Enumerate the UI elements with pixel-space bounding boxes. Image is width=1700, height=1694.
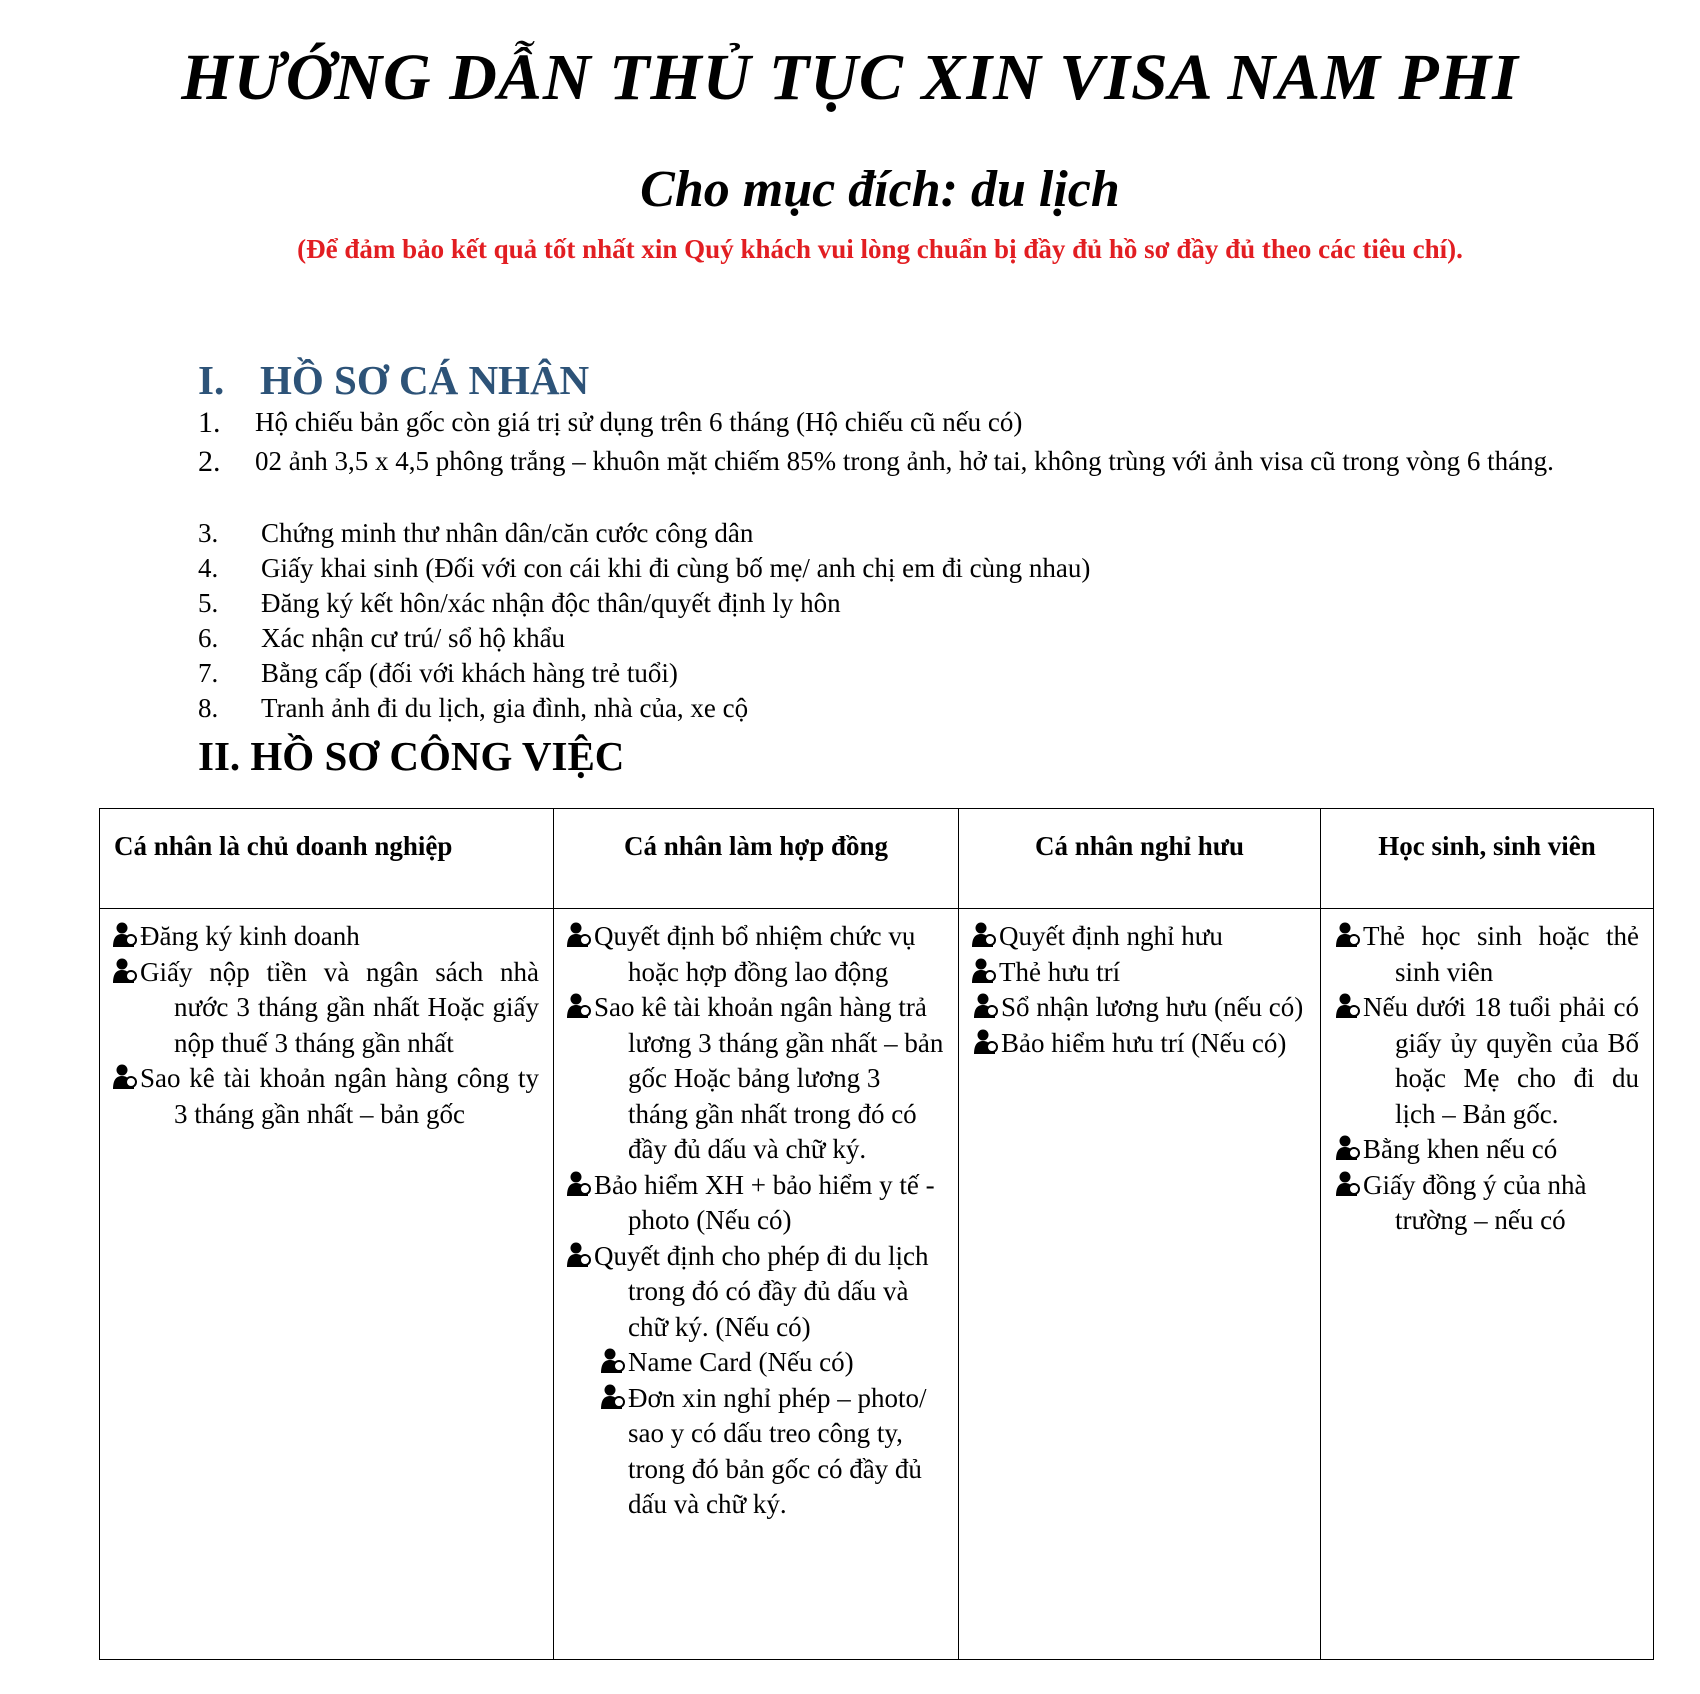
list-item <box>1333 990 1639 1132</box>
list-item-text: Quyết định bổ nhiệm chức vụ hoặc hợp đồng lao động <box>594 921 916 987</box>
section-personal-heading <box>198 356 589 404</box>
section-work-heading: II. HỒ SƠ CÔNG VIỆC <box>198 733 625 779</box>
list-item <box>198 656 1658 691</box>
list-item <box>198 551 1658 586</box>
list-item <box>198 586 1658 621</box>
person-icon <box>566 922 592 950</box>
list-item <box>566 919 944 990</box>
list-item <box>971 955 1306 991</box>
list-item <box>1333 919 1639 990</box>
section-title: HỒ SƠ CÁ NHÂN <box>260 357 590 403</box>
person-icon <box>600 1384 626 1412</box>
column-header: Cá nhân làm hợp đồng <box>554 809 959 909</box>
person-icon <box>973 1029 999 1057</box>
list-item <box>566 1239 944 1346</box>
list-item <box>566 990 944 1168</box>
person-icon <box>566 1242 592 1270</box>
person-icon <box>971 958 997 986</box>
column-header: Cá nhân nghỉ hưu <box>959 809 1321 909</box>
list-item <box>198 405 1658 444</box>
list-item-text: Giấy khai sinh (Đối với con cái khi đi cùng bố mẹ/ anh chị em đi cùng nhau) <box>261 553 1091 583</box>
document-title: HƯỚNG DẪN THỦ TỤC XIN VISA NAM PHI <box>181 41 1519 114</box>
list-item-text: Đơn xin nghỉ phép – photo/ sao y có dấu treo công ty, trong đó bản gốc có đầy đủ dấu và chữ ký. <box>628 1382 927 1519</box>
table-row <box>100 909 1654 1660</box>
list-item <box>566 1381 944 1523</box>
list-item-text: Sao kê tài khoản ngân hàng trả lương 3 tháng gần nhất – bản gốc Hoặc bảng lương 3 tháng gần nhất trong đó có đầy đủ dấu và chữ ký. <box>594 992 944 1164</box>
list-item <box>198 691 1658 726</box>
list-item-number: 4. <box>198 553 219 583</box>
list-item <box>566 1168 944 1239</box>
person-icon <box>1335 993 1361 1021</box>
list-item <box>112 955 539 1062</box>
list-item-text: Chứng minh thư nhân dân/căn cước công dân <box>261 518 754 548</box>
list-item-number: 1. <box>198 406 221 439</box>
person-icon <box>971 922 997 950</box>
list-item <box>112 919 539 955</box>
list-item-number: 7. <box>198 658 219 688</box>
list-item-text: Bảo hiểm XH + bảo hiểm y tế - photo (Nếu có) <box>594 1169 935 1235</box>
person-icon <box>1335 922 1361 950</box>
person-icon <box>1335 1135 1361 1163</box>
list-item-text: Thẻ hưu trí <box>999 956 1121 987</box>
list-item <box>198 621 1658 656</box>
table-cell <box>554 909 959 1660</box>
personal-documents-list <box>198 405 1658 726</box>
list-item-text: Đăng ký kinh doanh <box>140 921 360 951</box>
list-item-number: 5. <box>198 588 219 618</box>
list-item <box>971 990 1306 1026</box>
document-subtitle: Cho mục đích: du lịch <box>640 161 1120 218</box>
list-item <box>198 516 1658 551</box>
list-item-text: Sao kê tài khoản ngân hàng công ty 3 tháng gần nhất – bản gốc <box>140 1063 539 1129</box>
person-icon <box>112 922 138 950</box>
list-item <box>198 444 1658 516</box>
list-item-number: 6. <box>198 623 219 653</box>
list-item-text: Nếu dưới 18 tuổi phải có giấy ủy quyền của Bố hoặc Mẹ cho đi du lịch – Bản gốc. <box>1363 992 1639 1129</box>
list-item <box>971 1026 1306 1062</box>
table-header-row <box>100 809 1654 909</box>
list-item-text: 02 ảnh 3,5 x 4,5 phông trắng – khuôn mặt chiếm 85% trong ảnh, hở tai, không trùng với ảnh visa cũ trong vòng 6 tháng. <box>255 446 1554 476</box>
list-item-text: Name Card (Nếu có) <box>628 1347 854 1377</box>
list-item-text: Đăng ký kết hôn/xác nhận độc thân/quyết định ly hôn <box>261 588 841 618</box>
list-item-number: 3. <box>198 518 219 548</box>
list-item-number: 8. <box>198 693 219 723</box>
list-item-text: Hộ chiếu bản gốc còn giá trị sử dụng trên 6 tháng (Hộ chiếu cũ nếu có) <box>255 407 1023 437</box>
list-item-text: Sổ nhận lương hưu (nếu có) <box>1001 992 1304 1022</box>
work-documents-table <box>99 808 1654 1660</box>
person-icon <box>1335 1171 1361 1199</box>
preparation-note: (Để đảm bảo kết quả tốt nhất xin Quý khách vui lòng chuẩn bị đầy đủ hồ sơ đầy đủ theo các tiêu chí). <box>297 234 1463 264</box>
list-item-text: Bảo hiểm hưu trí (Nếu có) <box>1001 1027 1287 1058</box>
list-item-text: Quyết định cho phép đi du lịch trong đó có đầy đủ dấu và chữ ký. (Nếu có) <box>594 1240 929 1342</box>
section-number: I. <box>198 357 225 403</box>
person-icon <box>112 1064 138 1092</box>
list-item-text: Tranh ảnh đi du lịch, gia đình, nhà của, xe cộ <box>261 693 749 723</box>
list-item-number: 2. <box>198 445 221 478</box>
table-cell <box>959 909 1321 1660</box>
list-item-text: Bằng khen nếu có <box>1363 1134 1558 1164</box>
person-icon <box>973 993 999 1021</box>
list-item <box>1333 1132 1639 1168</box>
list-item-text: Thẻ học sinh hoặc thẻ sinh viên <box>1363 921 1639 987</box>
person-icon <box>600 1348 626 1376</box>
list-item <box>566 1345 944 1381</box>
list-item <box>112 1061 539 1132</box>
list-item-text: Xác nhận cư trú/ sổ hộ khẩu <box>261 623 566 653</box>
column-header: Cá nhân là chủ doanh nghiệp <box>100 809 554 909</box>
person-icon <box>112 958 138 986</box>
list-item <box>971 919 1306 955</box>
list-item-text: Bằng cấp (đối với khách hàng trẻ tuổi) <box>261 658 678 688</box>
column-header: Học sinh, sinh viên <box>1321 809 1654 909</box>
list-item-text: Giấy nộp tiền và ngân sách nhà nước 3 tháng gần nhất Hoặc giấy nộp thuế 3 tháng gần nhất <box>140 956 539 1058</box>
table-cell <box>1321 909 1654 1660</box>
table-cell <box>100 909 554 1660</box>
person-icon <box>566 993 592 1021</box>
list-item-text: Quyết định nghỉ hưu <box>999 921 1223 951</box>
list-item-text: Giấy đồng ý của nhà trường – nếu có <box>1363 1169 1587 1235</box>
person-icon <box>566 1171 592 1199</box>
list-item <box>1333 1168 1639 1239</box>
